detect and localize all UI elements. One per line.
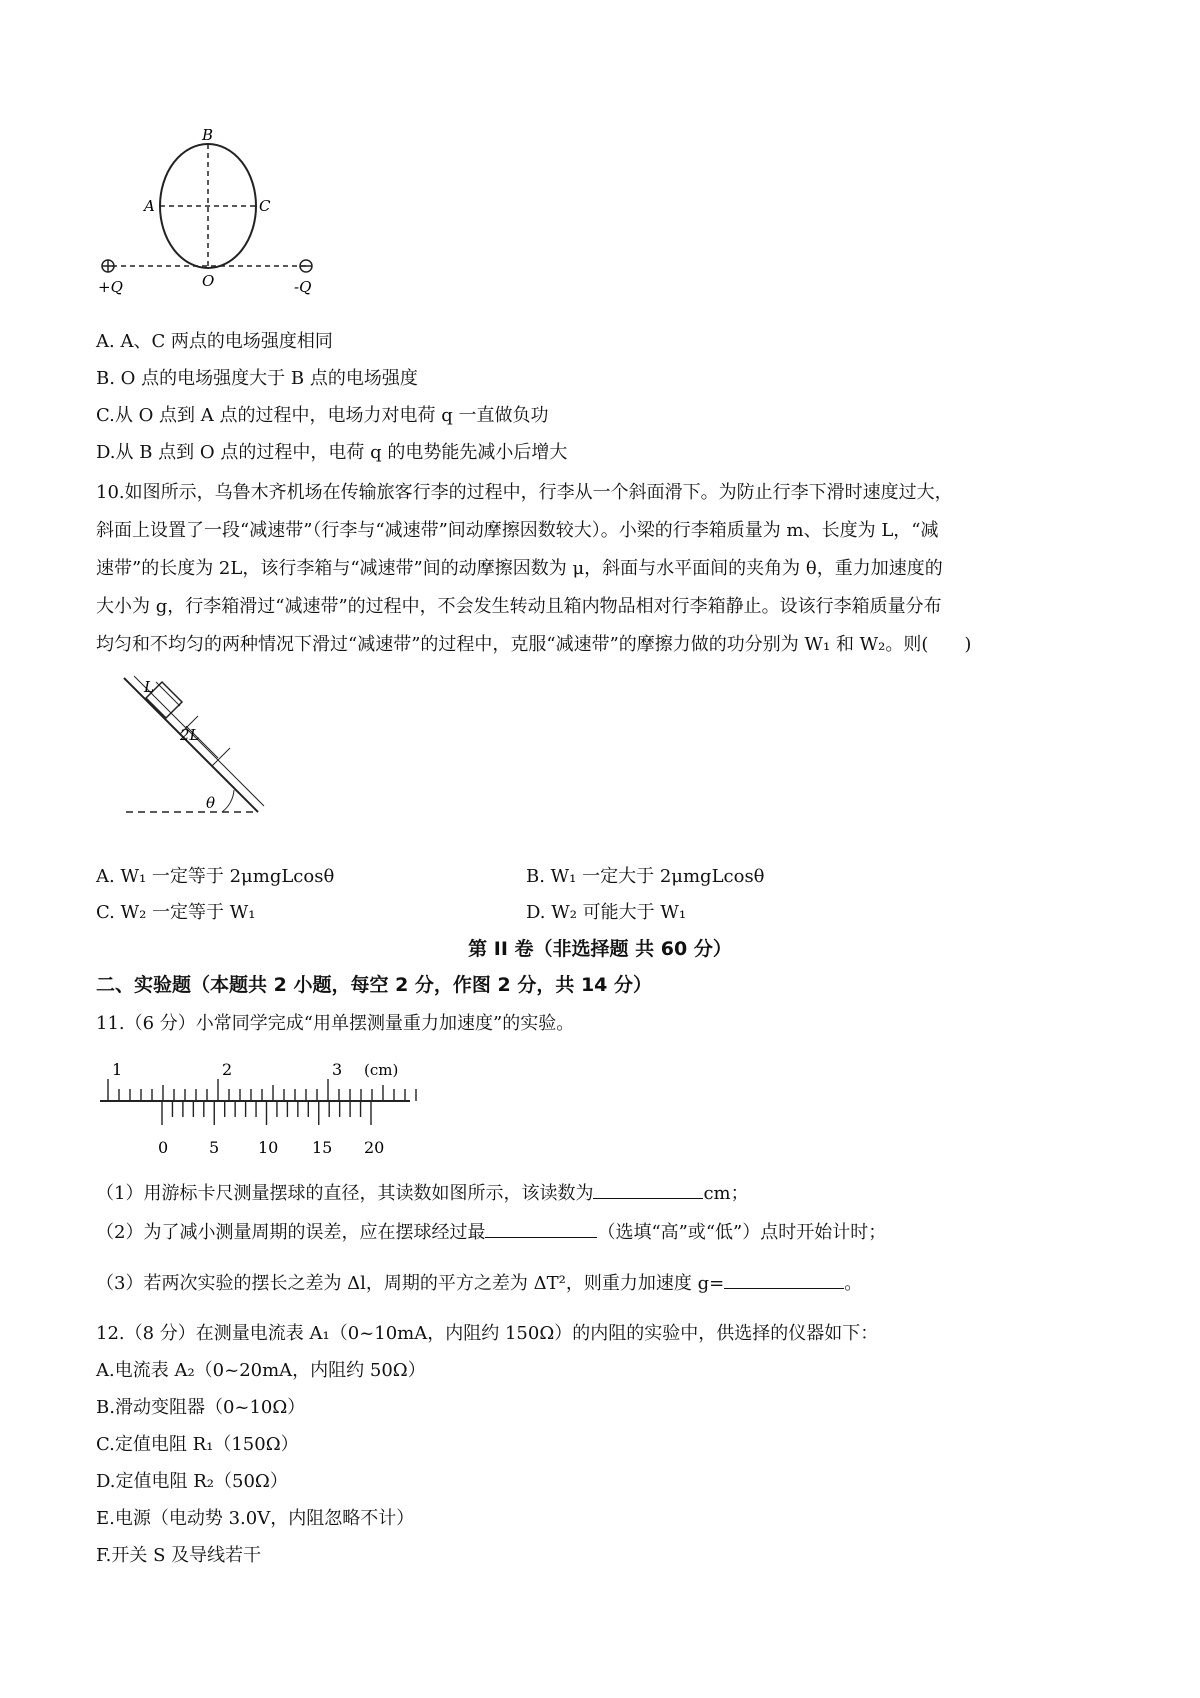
q11-sub2-post: （选填“高”或“低”）点时开始计时； xyxy=(597,1222,887,1243)
q10-label-l: L xyxy=(144,678,154,696)
caliper-vernier-label-20: 20 xyxy=(364,1138,385,1157)
q11-sub3-post: 。 xyxy=(844,1273,863,1294)
q9-option-a: A. A、C 两点的电场强度相同 xyxy=(96,331,333,352)
q10-label-2l: 2L xyxy=(180,726,200,744)
q9-option-d: D.从 B 点到 O 点的过程中，电荷 q 的电势能先减小后增大 xyxy=(96,442,568,463)
caliper-vernier-label-5: 5 xyxy=(209,1138,220,1157)
q10-option-b: B. W₁ 一定大于 2μmgLcosθ xyxy=(526,866,765,887)
caliper-main-label-2: 2 xyxy=(222,1060,233,1079)
q10-figure xyxy=(94,668,274,848)
caliper-unit: (cm) xyxy=(364,1061,399,1079)
q9-label-neg: -Q xyxy=(294,278,312,296)
q10-incline xyxy=(124,678,258,812)
q11-sub1 xyxy=(96,1180,749,1206)
q12-item-d: D.定值电阻 R₂（50Ω） xyxy=(96,1471,288,1492)
q11-sub2-blank[interactable] xyxy=(485,1219,597,1238)
q10-l-arrow xyxy=(156,682,180,706)
q12-item-a: A.电流表 A₂（0~20mA，内阻约 50Ω） xyxy=(96,1360,426,1381)
q11-sub2-pre: （2）为了减小测量周期的误差，应在摆球经过最 xyxy=(96,1222,486,1243)
q9-option-b: B. O 点的电场强度大于 B 点的电场强度 xyxy=(96,368,418,389)
caliper-vernier-label-15: 15 xyxy=(312,1138,333,1157)
q10-stem-line5: 均匀和不均匀的两种情况下滑过“减速带”的过程中，克服“减速带”的摩擦力做的功分别为 W₁ 和 W₂。则( ) xyxy=(96,634,972,655)
caliper-main-scale xyxy=(108,1079,416,1101)
q11-sub1-pre: （1）用游标卡尺测量摆球的直径，其读数如图所示，该读数为 xyxy=(96,1183,594,1204)
q10-stem-line1: 10.如图所示，乌鲁木齐机场在传输旅客行李的过程中，行李从一个斜面滑下。为防止行李下滑时速度过大， xyxy=(96,482,953,503)
q9-label-c: C xyxy=(259,197,271,215)
q9-label-o: O xyxy=(202,272,215,290)
q10-stem-line3: 速带”的长度为 2L，该行李箱与“减速带”间的动摩擦因数为 μ，斜面与水平面间的夹角为 θ，重力加速度的 xyxy=(96,558,943,579)
part2-title: 二、实验题（本题共 2 小题，每空 2 分，作图 2 分，共 14 分） xyxy=(96,974,653,996)
q11-sub1-blank[interactable] xyxy=(593,1180,703,1199)
q12-item-e: E.电源（电动势 3.0V，内阻忽略不计） xyxy=(96,1508,415,1529)
q11-stem: 11.（6 分）小常同学完成“用单摆测量重力加速度”的实验。 xyxy=(96,1013,575,1034)
q9-figure xyxy=(94,120,334,300)
q12-item-b: B.滑动变阻器（0~10Ω） xyxy=(96,1397,306,1418)
q10-stem-line4: 大小为 g，行李箱滑过“减速带”的过程中，不会发生转动且箱内物品相对行李箱静止。设该行李箱质量分布 xyxy=(96,596,942,617)
q11-sub3-pre: （3）若两次实验的摆长之差为 Δl，周期的平方之差为 ΔT²，则重力加速度 g= xyxy=(96,1273,725,1294)
q12-stem: 12.（8 分）在测量电流表 A₁（0~10mA，内阻约 150Ω）的内阻的实验中，供选择的仪器如下： xyxy=(96,1323,879,1344)
caliper-vernier-scale xyxy=(162,1101,371,1125)
q9-option-c: C.从 O 点到 A 点的过程中，电场力对电荷 q 一直做负功 xyxy=(96,405,549,426)
q9-label-a: A xyxy=(144,197,155,215)
q11-sub1-post: cm； xyxy=(703,1183,749,1204)
q10-label-theta: θ xyxy=(206,794,216,812)
q11-sub2 xyxy=(96,1219,886,1245)
q10-option-d: D. W₂ 可能大于 W₁ xyxy=(526,902,687,923)
q11-sub3 xyxy=(96,1270,862,1296)
q12-item-c: C.定值电阻 R₁（150Ω） xyxy=(96,1434,299,1455)
q12-item-f: F.开关 S 及导线若干 xyxy=(96,1545,262,1566)
q11-sub3-blank[interactable] xyxy=(724,1270,844,1289)
q9-label-b: B xyxy=(202,126,214,144)
caliper-vernier-label-0: 0 xyxy=(158,1138,169,1157)
q10-stem-line2: 斜面上设置了一段“减速带”（行李与“减速带”间动摩擦因数较大）。小梁的行李箱质量为 m、长度为 L，“减 xyxy=(96,520,939,541)
caliper-vernier-label-10: 10 xyxy=(258,1138,279,1157)
q10-option-a: A. W₁ 一定等于 2μmgLcosθ xyxy=(96,866,335,887)
q11-caliper-figure xyxy=(100,1055,420,1165)
caliper-main-label-1: 1 xyxy=(112,1060,123,1079)
section2-title: 第 II 卷（非选择题 共 60 分） xyxy=(468,938,732,960)
q9-label-pos: +Q xyxy=(98,278,123,296)
caliper-main-label-3: 3 xyxy=(332,1060,343,1079)
q10-option-c: C. W₂ 一定等于 W₁ xyxy=(96,902,256,923)
